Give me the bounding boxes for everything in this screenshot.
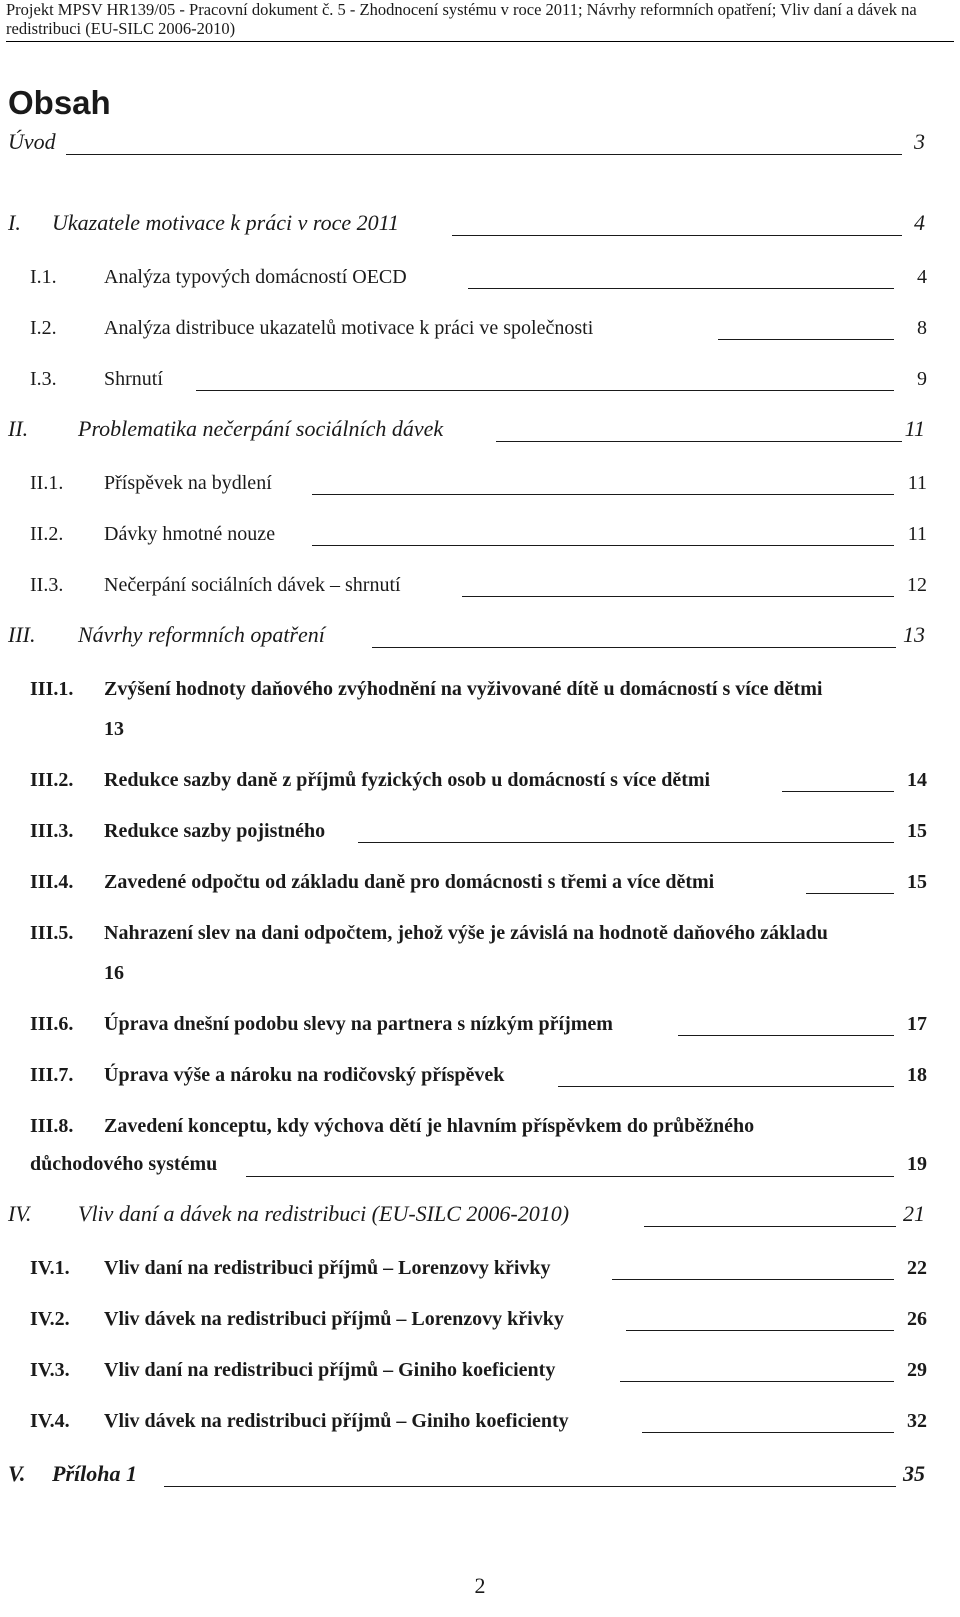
toc-entry-page: 19 [907, 1153, 927, 1175]
toc-entry-title: Ukazatele motivace k práci v roce 2011 [52, 210, 399, 235]
toc-entry-number: III.2. [30, 769, 74, 791]
toc-entry-number: I.3. [30, 368, 57, 390]
toc-entry-number: II. [8, 416, 29, 441]
toc-entry-number: IV.2. [30, 1308, 70, 1330]
toc-entry-title: Analýza typových domácností OECD [104, 266, 407, 288]
toc-leader [718, 339, 894, 340]
toc-leader [642, 1432, 894, 1433]
toc-entry-III[interactable] [0, 622, 960, 652]
toc-leader [66, 154, 902, 155]
toc-leader [358, 842, 894, 843]
toc-entry-page: 21 [903, 1201, 925, 1226]
toc-entry-title: Redukce sazby daně z příjmů fyzických osob u domácností s více dětmi [104, 769, 711, 791]
toc-entry-IV-4[interactable] [0, 1408, 960, 1438]
toc-entry-page: 26 [907, 1308, 927, 1330]
toc-entry-title-continued: důchodového systému [30, 1153, 218, 1175]
toc-entry-number: III.7. [30, 1064, 74, 1086]
toc-entry-title: Úprava dnešní podobu slevy na partnera s nízkým příjmem [104, 1013, 613, 1035]
toc-entry-page: 4 [917, 266, 927, 288]
page-number: 2 [474, 1573, 486, 1598]
toc-entry-IV-3[interactable] [0, 1357, 960, 1387]
toc-leader [196, 390, 894, 391]
toc-entry-title: Zvýšení hodnoty daňového zvýhodnění na vyživované dítě u domácností s více dětmi [104, 678, 823, 700]
toc-entry-title: Zavedené odpočtu od základu daně pro domácnosti s třemi a více dětmi [104, 871, 715, 893]
toc-entry-page: 8 [917, 317, 927, 339]
toc-entry-page: 22 [907, 1257, 927, 1279]
toc-leader [620, 1381, 894, 1382]
toc-entry-number: V. [8, 1461, 26, 1486]
toc-entry-III-6[interactable] [0, 1011, 960, 1041]
toc-entry-number: III.4. [30, 871, 74, 893]
toc-entry-I-2[interactable] [0, 315, 960, 345]
toc-entry-title: Shrnutí [104, 368, 163, 390]
toc-entry-number: III. [8, 622, 36, 647]
header-line-1: Projekt MPSV HR139/05 - Pracovní dokument č. 5 - Zhodnocení systému v roce 2011; Návrhy reformních opatření; Vliv daní a dávek na [6, 0, 917, 19]
toc-entry-page: 17 [907, 1013, 927, 1035]
header-line-2: redistribuci (EU-SILC 2006-2010) [6, 19, 236, 38]
toc-entry-II[interactable] [0, 416, 960, 446]
toc-entry-page: 4 [914, 210, 925, 235]
toc-entry-page: 11 [907, 523, 927, 545]
toc-entry-page: 9 [917, 368, 927, 390]
toc-entry-II-3[interactable] [0, 572, 960, 602]
toc-leader [806, 893, 894, 894]
toc-entry-page: 29 [907, 1359, 927, 1381]
toc-entry-IV-2[interactable] [0, 1306, 960, 1336]
toc-entry-III-5[interactable] [0, 920, 960, 990]
toc-leader [452, 235, 902, 236]
toc-entry-page: 32 [907, 1410, 927, 1432]
toc-entry-II-1[interactable] [0, 470, 960, 500]
toc-entry-page: 11 [904, 416, 925, 441]
toc-entry-title: Nahrazení slev na dani odpočtem, jehož výše je závislá na hodnotě daňového základu [104, 922, 828, 944]
toc-entry-III-7[interactable] [0, 1062, 960, 1092]
toc-entry-number: III.5. [30, 922, 74, 944]
toc-leader [782, 791, 894, 792]
toc-entry-title: Úprava výše a nároku na rodičovský příspěvek [104, 1064, 505, 1086]
toc-entry-page: 3 [914, 129, 925, 154]
toc-entry-III-1[interactable] [0, 676, 960, 746]
toc-entry-number: III.3. [30, 820, 74, 842]
toc-leader [372, 647, 896, 648]
toc-entry-page: 13 [104, 718, 124, 740]
document-header [6, 0, 954, 42]
toc-entry-page: 12 [907, 574, 927, 596]
toc-entry-II-2[interactable] [0, 521, 960, 551]
toc-leader [164, 1486, 896, 1487]
toc-entry-page: 18 [907, 1064, 927, 1086]
toc-entry-I[interactable] [0, 210, 960, 240]
toc-entry-I-3[interactable] [0, 366, 960, 396]
toc-entry-number: III.6. [30, 1013, 74, 1035]
toc-entry-number: IV.4. [30, 1410, 70, 1432]
toc-entry-title: Redukce sazby pojistného [104, 820, 326, 842]
toc-entry-number: IV.1. [30, 1257, 70, 1279]
toc-entry-IV[interactable] [0, 1201, 960, 1231]
toc-entry-title: Vliv dávek na redistribuci příjmů – Giniho koeficienty [104, 1410, 569, 1432]
toc-entry-number: IV. [8, 1201, 32, 1226]
toc-entry-page: 14 [907, 769, 927, 791]
toc-entry-title: Vliv daní a dávek na redistribuci (EU-SILC 2006-2010) [78, 1201, 570, 1226]
toc-leader [312, 545, 894, 546]
toc-entry-III-8[interactable] [0, 1113, 960, 1183]
toc-entry-V[interactable] [0, 1461, 960, 1491]
toc-leader [496, 441, 902, 442]
toc-entry-III-3[interactable] [0, 818, 960, 848]
toc-entry-title: Analýza distribuce ukazatelů motivace k práci ve společnosti [104, 317, 594, 339]
toc-entry-title: Vliv daní na redistribuci příjmů – Lorenzovy křivky [104, 1257, 551, 1279]
toc-entry-III-2[interactable] [0, 767, 960, 797]
toc-leader [558, 1086, 894, 1087]
toc-entry-title: Vliv dávek na redistribuci příjmů – Lorenzovy křivky [104, 1308, 564, 1330]
toc-entry-title: Úvod [8, 129, 56, 154]
toc-entry-title: Příspěvek na bydlení [104, 472, 272, 494]
toc-leader [246, 1176, 894, 1177]
toc-entry-title: Vliv daní na redistribuci příjmů – Giniho koeficienty [104, 1359, 556, 1381]
toc-entry-IV-1[interactable] [0, 1255, 960, 1285]
toc-entry-page: 15 [907, 871, 927, 893]
toc-entry-number: I.2. [30, 317, 57, 339]
toc-entry-uvod[interactable] [0, 129, 960, 159]
toc-entry-number: IV.3. [30, 1359, 70, 1381]
toc-leader [612, 1279, 894, 1280]
toc-heading: Obsah [8, 84, 111, 121]
toc-entry-number: I. [8, 210, 21, 235]
toc-entry-page: 11 [907, 472, 927, 494]
toc-entry-page: 35 [903, 1461, 925, 1486]
toc-entry-title: Návrhy reformních opatření [78, 622, 325, 647]
toc-entry-title: Dávky hmotné nouze [104, 523, 276, 545]
toc-leader [462, 596, 894, 597]
toc-leader [312, 494, 894, 495]
toc-leader [678, 1035, 894, 1036]
toc-entry-title: Problematika nečerpání sociálních dávek [78, 416, 444, 441]
toc-entry-number: III.1. [30, 678, 74, 700]
toc-entry-title: Nečerpání sociálních dávek – shrnutí [104, 574, 401, 596]
toc-leader [644, 1226, 896, 1227]
toc-entry-I-1[interactable] [0, 264, 960, 294]
toc-entry-page: 15 [907, 820, 927, 842]
toc-leader [468, 288, 894, 289]
toc-entry-page: 16 [104, 962, 124, 984]
toc-entry-number: II.1. [30, 472, 64, 494]
toc-entry-page: 13 [903, 622, 925, 647]
toc-entry-number: II.3. [30, 574, 64, 596]
toc-entry-number: I.1. [30, 266, 57, 288]
toc-entry-III-4[interactable] [0, 869, 960, 899]
toc-entry-title: Zavedení konceptu, kdy výchova dětí je hlavním příspěvkem do průběžného [104, 1115, 755, 1137]
toc-leader [626, 1330, 894, 1331]
toc-entry-number: III.8. [30, 1115, 74, 1137]
toc-entry-number: II.2. [30, 523, 64, 545]
toc-entry-title: Příloha 1 [52, 1461, 137, 1486]
